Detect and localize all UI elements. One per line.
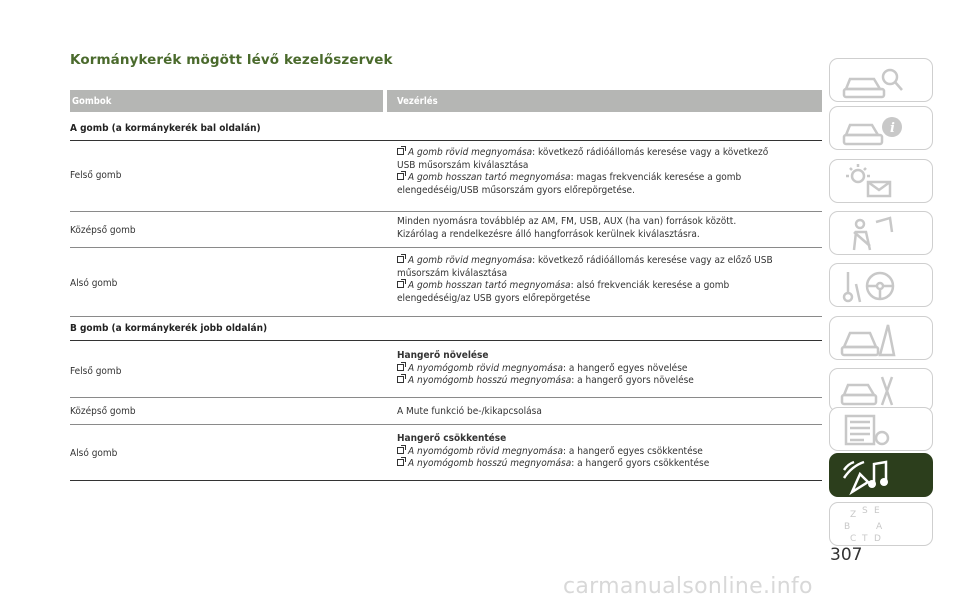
section-b-title: B gomb (a kormánykerék jobb oldalán) (70, 323, 268, 334)
svg-text:T: T (862, 534, 868, 544)
header-buttons: Gombok (72, 96, 112, 107)
svg-text:Z: Z (850, 510, 857, 520)
row-label-a-top: Felső gomb (70, 170, 122, 181)
bullet-icon (397, 173, 404, 180)
divider (70, 316, 822, 317)
car-road-icon (830, 317, 934, 361)
bullet-icon (397, 281, 404, 288)
divider (70, 211, 822, 212)
tab-car-search[interactable] (829, 58, 933, 102)
tab-warning-lights[interactable] (829, 159, 933, 203)
divider (70, 247, 822, 248)
tab-technical-data[interactable] (829, 407, 933, 451)
tab-index[interactable] (829, 502, 933, 546)
svg-text:C: C (850, 534, 857, 544)
bullet-icon (397, 148, 404, 155)
divider (70, 397, 822, 398)
divider (70, 340, 822, 341)
page-title: Kormánykerék mögött lévő kezelőszervek (70, 52, 393, 68)
tab-car-info[interactable] (829, 106, 933, 150)
tab-servicing[interactable] (829, 368, 933, 412)
row-desc-b-bottom: Hangerő csökkentése A nyomógomb rövid megnyomása: a hangerő egyes csökkentése A nyomógomb hosszú megnyomása: a hangerő gyors csökkentése (397, 433, 710, 469)
svg-text:A: A (876, 522, 883, 532)
row-desc-a-top: A gomb rövid megnyomása: következő rádióállomás keresése vagy a következő USB műsorszám kiválasztása A gomb hosszan tartó megnyomása: magas frekvenciák keresése a gomb elengedéséig/USB műsorszám gyors előrepörgetése. (397, 147, 769, 196)
svg-text:D: D (874, 534, 881, 544)
section-a-title: A gomb (a kormánykerék bal oldalán) (70, 123, 261, 134)
row-label-b-top: Felső gomb (70, 366, 122, 377)
bullet-icon (397, 364, 404, 371)
svg-text:B: B (844, 522, 851, 532)
row-label-a-middle: Középső gomb (70, 225, 136, 236)
row-desc-a-bottom: A gomb rövid megnyomása: következő rádióállomás keresése vagy az előző USB műsorszám kiválasztása A gomb hosszan tartó megnyomása: alsó frekvenciák keresése a gomb elengedéséig/az USB gyors előrepörgetése (397, 255, 773, 304)
bullet-icon (397, 376, 404, 383)
tab-safety[interactable] (829, 211, 933, 255)
row-label-b-middle: Középső gomb (70, 406, 136, 417)
page-number: 307 (830, 545, 863, 565)
data-list-icon (830, 408, 934, 452)
watermark: carmanualsonline.info (563, 574, 813, 599)
svg-text:i: i (890, 121, 895, 136)
tab-multimedia[interactable] (829, 453, 933, 497)
car-search-icon (830, 59, 934, 103)
alphabet-index-icon (830, 503, 934, 547)
bullet-icon (397, 459, 404, 466)
row-desc-b-top: Hangerő növelése A nyomógomb rövid megnyomása: a hangerő egyes növelése A nyomógomb hosszú megnyomása: a hangerő gyors növelése (397, 350, 694, 386)
bullet-icon (397, 256, 404, 263)
row-label-b-bottom: Alsó gomb (70, 448, 118, 459)
row-desc-b-middle: A Mute funkció be-/kikapcsolása (397, 406, 542, 417)
tab-emergency[interactable] (829, 316, 933, 360)
warning-lights-message-icon (830, 160, 934, 204)
header-control: Vezérlés (397, 96, 438, 107)
svg-text:E: E (874, 506, 880, 516)
divider (70, 424, 822, 425)
key-seatbelt-steering-icon (830, 264, 934, 308)
divider (70, 140, 822, 141)
divider (70, 480, 822, 481)
table-header (70, 90, 822, 112)
multimedia-music-icon (830, 454, 934, 498)
row-desc-a-middle: Minden nyomásra továbblép az AM, FM, USB, AUX (ha van) források között. Kizárólag a rendelkezésre álló hangforrások kerülnek kiválasztásra. (397, 216, 737, 240)
bullet-icon (397, 447, 404, 454)
car-info-icon (830, 107, 934, 151)
tab-starting-driving[interactable] (829, 263, 933, 307)
seatbelt-icon (830, 212, 934, 256)
svg-text:S: S (862, 506, 868, 516)
row-label-a-bottom: Alsó gomb (70, 278, 118, 289)
